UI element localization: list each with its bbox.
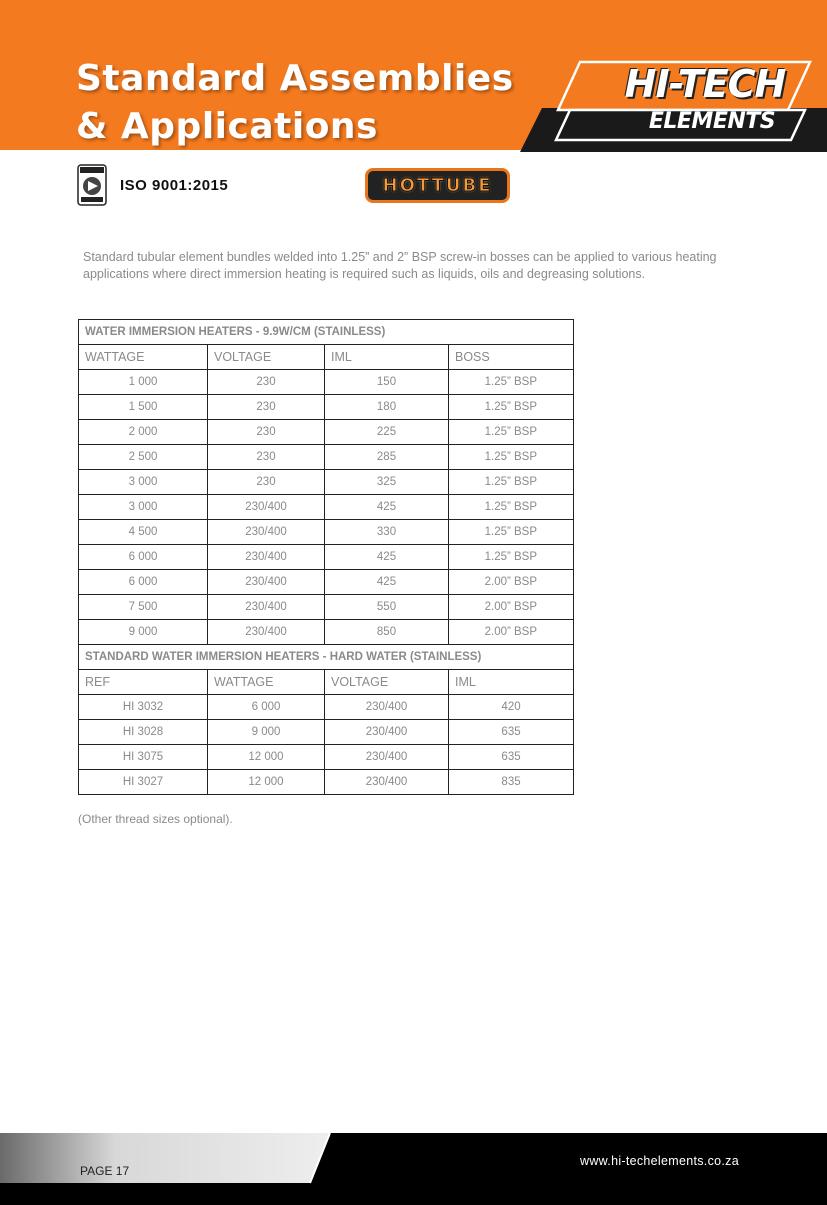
table-row <box>79 470 574 495</box>
column-header: IML <box>325 345 449 370</box>
table-cell: 230 <box>208 445 325 470</box>
title-line-1: Standard Assemblies <box>76 58 514 99</box>
table-cell: 425 <box>325 495 449 520</box>
table-cell: 2.00” BSP <box>449 570 574 595</box>
table-cell: 9 000 <box>79 620 208 645</box>
intro-paragraph: Standard tubular element bundles welded into 1.25” and 2” BSP screw-in bosses can be applied to various heating applications where direct immersion heating is required such as liquids, oils and degreasing solutions. <box>83 250 717 281</box>
column-header: VOLTAGE <box>325 670 449 695</box>
logo-text-bottom: ELEMENTS <box>648 109 776 134</box>
table-section-title: STANDARD WATER IMMERSION HEATERS - HARD WATER (STAINLESS) <box>79 645 574 670</box>
table-cell: 1.25” BSP <box>449 420 574 445</box>
table-cell: HI 3027 <box>79 770 208 795</box>
table-cell: HI 3028 <box>79 720 208 745</box>
table-cell: 9 000 <box>208 720 325 745</box>
column-header: VOLTAGE <box>208 345 325 370</box>
table-cell: 230/400 <box>208 495 325 520</box>
page-title <box>76 55 514 151</box>
table-cell: 1.25” BSP <box>449 395 574 420</box>
table-cell: 180 <box>325 395 449 420</box>
table-cell: 6 000 <box>208 695 325 720</box>
hottube-logo <box>365 168 510 203</box>
table-cell: 230/400 <box>208 545 325 570</box>
table-cell: 2 500 <box>79 445 208 470</box>
table-row <box>79 695 574 720</box>
table-row <box>79 395 574 420</box>
certification-badge-icon <box>77 164 107 206</box>
table-cell: 835 <box>449 770 574 795</box>
table-cell: 230/400 <box>325 745 449 770</box>
table-cell: 2.00” BSP <box>449 595 574 620</box>
table-cell: 425 <box>325 570 449 595</box>
table-cell: 325 <box>325 470 449 495</box>
table-cell: 1.25” BSP <box>449 445 574 470</box>
table-section-title: WATER IMMERSION HEATERS - 9.9W/CM (STAINLESS) <box>79 320 574 345</box>
table-row <box>79 595 574 620</box>
iso-certification: ISO 9001:2015 <box>120 177 229 194</box>
table-section-water-immersion <box>79 320 574 345</box>
table-row <box>79 720 574 745</box>
table-cell: 850 <box>325 620 449 645</box>
page-number: PAGE 17 <box>80 1164 130 1178</box>
table-cell: 1 500 <box>79 395 208 420</box>
table-cell: 12 000 <box>208 745 325 770</box>
column-header: WATTAGE <box>208 670 325 695</box>
table-row <box>79 620 574 645</box>
table-cell: 225 <box>325 420 449 445</box>
column-header: BOSS <box>449 345 574 370</box>
title-line-2: & Applications <box>76 106 378 147</box>
table-cell: 3 000 <box>79 495 208 520</box>
specifications-table <box>78 319 574 795</box>
table-cell: 12 000 <box>208 770 325 795</box>
table-cell: 2 000 <box>79 420 208 445</box>
table-row <box>79 770 574 795</box>
table-cell: 230/400 <box>325 770 449 795</box>
table-row <box>79 370 574 395</box>
table-cell: 230 <box>208 470 325 495</box>
table-cell: 635 <box>449 720 574 745</box>
table-cell: 230/400 <box>208 620 325 645</box>
table-cell: 1 000 <box>79 370 208 395</box>
column-header: IML <box>449 670 574 695</box>
table-cell: 4 500 <box>79 520 208 545</box>
hottube-logo-text: HOTTUBE <box>382 175 493 196</box>
table-row <box>79 745 574 770</box>
table-cell: 230 <box>208 370 325 395</box>
table-row <box>79 545 574 570</box>
table-cell: 6 000 <box>79 570 208 595</box>
table-cell: 1.25” BSP <box>449 545 574 570</box>
table-cell: HI 3032 <box>79 695 208 720</box>
table-cell: 635 <box>449 745 574 770</box>
table-cell: 230/400 <box>208 570 325 595</box>
table-cell: 1.25” BSP <box>449 470 574 495</box>
column-header: WATTAGE <box>79 345 208 370</box>
table-cell: 230/400 <box>208 595 325 620</box>
website-link[interactable]: www.hi-techelements.co.za <box>580 1154 739 1168</box>
footnote: (Other thread sizes optional). <box>78 812 233 826</box>
table-cell: 1.25” BSP <box>449 495 574 520</box>
table-cell: 1.25” BSP <box>449 520 574 545</box>
table-cell: 2.00” BSP <box>449 620 574 645</box>
table-cell: 550 <box>325 595 449 620</box>
table-row <box>79 445 574 470</box>
table-cell: 230/400 <box>208 520 325 545</box>
table-header-row <box>79 345 574 370</box>
table-cell: 330 <box>325 520 449 545</box>
table-cell: 6 000 <box>79 545 208 570</box>
table-cell: 150 <box>325 370 449 395</box>
table-cell: 230/400 <box>325 720 449 745</box>
table-cell: 230/400 <box>325 695 449 720</box>
table-section-hard-water <box>79 645 574 670</box>
table-cell: 3 000 <box>79 470 208 495</box>
table-row <box>79 495 574 520</box>
table-row <box>79 520 574 545</box>
table-row <box>79 570 574 595</box>
logo-text-top: HI-TECH <box>624 62 786 106</box>
table-row <box>79 420 574 445</box>
table-cell: 230 <box>208 395 325 420</box>
table-cell: HI 3075 <box>79 745 208 770</box>
table-cell: 425 <box>325 545 449 570</box>
specifications-table-body <box>79 320 574 795</box>
table-cell: 230 <box>208 420 325 445</box>
table-cell: 285 <box>325 445 449 470</box>
table-cell: 1.25” BSP <box>449 370 574 395</box>
table-cell: 7 500 <box>79 595 208 620</box>
table-header-row <box>79 670 574 695</box>
table-cell: 420 <box>449 695 574 720</box>
column-header: REF <box>79 670 208 695</box>
